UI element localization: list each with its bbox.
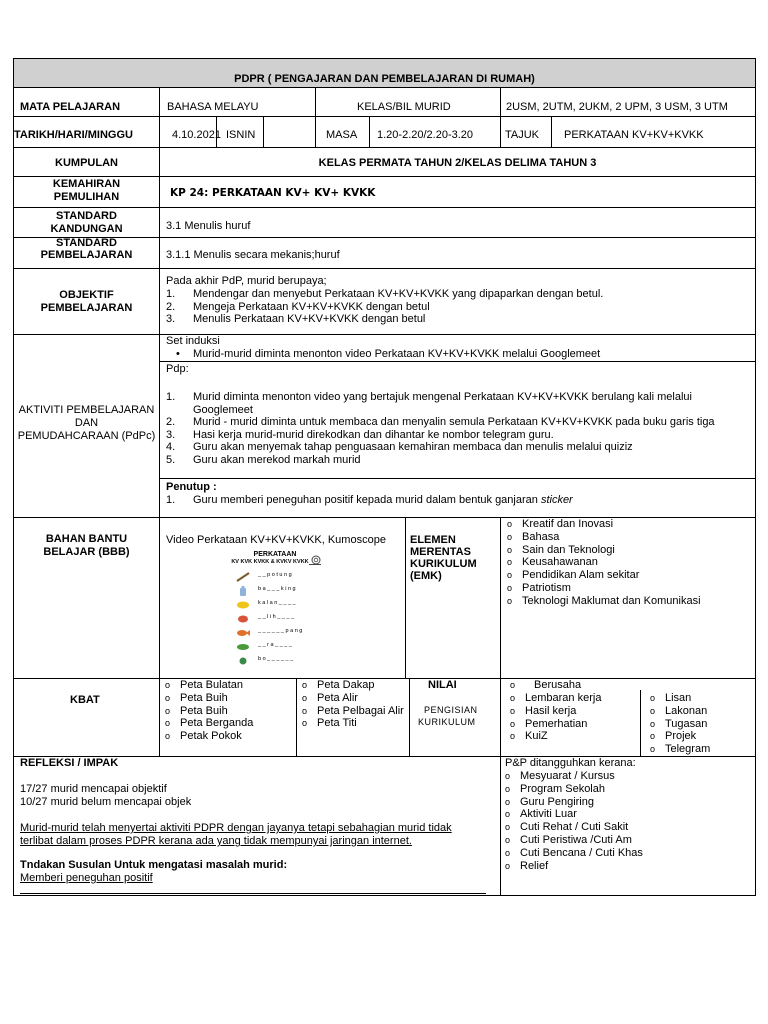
kbat-item (165, 679, 253, 692)
worksheet-line: _ _ r a _ _ _ _ (258, 642, 292, 648)
tindakan-value: Memberi peneguhan positif (20, 872, 153, 884)
emk-item-marker: o (507, 595, 513, 606)
thumb-title-1: PERKATAAN (253, 551, 297, 558)
objektif-item-text: Menulis Perkataan KV+KV+KVKK dengan betul (193, 313, 426, 325)
emk-item-label: Bahasa (522, 530, 560, 543)
kbat-item-marker: o (302, 692, 308, 703)
pengisian-item-label: Pemerhatian (525, 717, 588, 730)
kumpulan-value: KELAS PERMATA TAHUN 2/KELAS DELIMA TAHUN 3 (318, 157, 597, 169)
kbat-item-label: Peta Buih (180, 704, 228, 717)
pengisian-item (650, 743, 710, 756)
tangguh-item-marker: o (505, 809, 511, 820)
pengisian-item (510, 705, 601, 718)
worksheet-line: k a l a n _ _ _ _ (258, 600, 296, 606)
kbat-item-marker: o (165, 692, 171, 703)
kemahiran-label-1: KEMAHIRAN (52, 178, 121, 190)
pdp-item-number: 2. (166, 416, 176, 428)
emk-item-label: Sain dan Teknologi (522, 543, 615, 556)
kbat-item-label: Peta Bulatan (180, 679, 243, 691)
tangguh-item-label: Cuti Rehat / Cuti Sakit (520, 821, 629, 834)
pengisian-item-marker: o (510, 731, 516, 742)
nilai-value-text: Berusaha (534, 679, 582, 691)
kbat-item (302, 717, 404, 730)
tajuk-value: PERKATAAN KV+KV+KVKK (564, 129, 704, 141)
pengisian-item-marker: o (650, 731, 656, 742)
pdp-item (166, 454, 751, 467)
pdp-item-text: Guru akan menyemak tahap penguasaan kemahiran membaca dan menulis melalui quiziz (193, 441, 633, 453)
tangguh-item (505, 821, 643, 834)
pengisian-item-label: KuiZ (525, 730, 548, 743)
worksheet-line: _ _ _ _ _ _ p a n g (258, 628, 303, 634)
tangguh-item-label: Cuti Peristiwa /Cuti Am (520, 833, 632, 846)
pengisian-item (650, 718, 710, 731)
pengisian-item-marker: o (510, 718, 516, 729)
set-induksi-bullet: • (176, 348, 180, 360)
kbat-item-marker: o (302, 680, 308, 690)
kbat-item-marker: o (302, 705, 308, 716)
mata-pelajaran-label: MATA PELAJARAN (20, 101, 121, 113)
objektif-item (166, 313, 751, 326)
pengisian-item-marker: o (650, 693, 656, 703)
tangguh-item-label: Guru Pengiring (520, 795, 594, 808)
kbat-item-marker: o (165, 680, 171, 690)
pengisian-item (650, 692, 710, 705)
tangguh-item-label: Program Sekolah (520, 782, 605, 795)
kbat-list-1 (165, 679, 253, 743)
tangguh-item-marker: o (505, 783, 511, 794)
penutup-text (193, 494, 573, 507)
emk-item-marker: o (507, 582, 513, 593)
pengisian-item-label: Tugasan (665, 717, 708, 730)
objektif-intro: Pada akhir PdP, murid berupaya; (166, 275, 327, 287)
emk-list (507, 518, 701, 608)
nilai-value (510, 679, 581, 692)
sp-label-2: PEMBELAJARAN (40, 249, 133, 261)
kumpulan-label: KUMPULAN (55, 157, 118, 169)
pengisian-item-marker: o (510, 693, 516, 703)
pdp-item-text-cont: Googlemeet (193, 403, 253, 416)
tangguh-item-label: Aktiviti Luar (520, 808, 577, 821)
tangguh-item-marker: o (505, 771, 511, 781)
pengisian-item-label: Projek (665, 730, 697, 743)
fish-icon (236, 628, 250, 638)
pengisian-label-1: PENGISIAN (424, 705, 478, 715)
pdp-item-text: Murid - murid diminta untuk membaca dan menyalin semula Perkataan KV+KV+KVKK pada buku garis tiga (193, 416, 715, 428)
emk-item (507, 518, 701, 531)
pengisian-item-label: Lisan (665, 692, 692, 704)
sp-label-1: STANDARD (56, 237, 117, 249)
objektif-item-number: 2. (166, 300, 176, 313)
tangguh-item-label: Relief (520, 859, 549, 872)
stick-icon (236, 572, 250, 582)
tarikh-value: 4.10.2021 (172, 129, 221, 141)
bbb-label-2: BELAJAR (BBB) (43, 546, 130, 558)
tangguh-title: P&P ditangguhkan kerana: (505, 757, 636, 769)
banana-icon (236, 600, 250, 610)
emk-item-marker: o (507, 519, 513, 529)
kbat-item-marker: o (165, 718, 171, 729)
pdp-item-text: Murid diminta menonton video yang bertajuk mengenal Perkataan KV+KV+KVKK berulang kali melalui (193, 391, 692, 403)
tangguh-item (505, 847, 643, 860)
tindakan-title: Tndakan Susulan Untuk mengatasi masalah murid: (20, 859, 288, 871)
emk-item (507, 556, 701, 569)
pengisian-item (650, 730, 710, 743)
penutup-title: Penutup : (166, 481, 217, 493)
pengisian-item-label: Hasil kerja (525, 704, 577, 717)
pengisian-list-1 (510, 692, 601, 743)
objektif-item-text: Mengeja Perkataan KV+KV+KVKK dengan betul (193, 300, 430, 313)
emk-item (507, 595, 701, 608)
pengisian-item-label: Telegram (665, 743, 711, 756)
worksheet-line: _ _ p o t u n g (258, 572, 292, 578)
tangguh-item (505, 808, 643, 821)
emk-label-4: (EMK) (410, 570, 442, 582)
pengisian-item (650, 705, 710, 718)
tangguh-item (505, 783, 643, 796)
pdp-item-number: 1. (166, 391, 176, 403)
objektif-item (166, 301, 751, 314)
emk-item (507, 531, 701, 544)
tangguh-item-marker: o (505, 860, 511, 871)
bug-icon (236, 656, 250, 666)
masa-value: 1.20-2.20/2.20-3.20 (377, 129, 474, 141)
tangguh-list (505, 770, 643, 872)
kbat-label: KBAT (70, 694, 100, 706)
penutup-text-main: Guru memberi peneguhan positif kepada murid dalam bentuk ganjaran (193, 494, 541, 506)
aktiviti-label-1: AKTIVITI PEMBELAJARAN (18, 404, 155, 416)
kbat-item (302, 705, 404, 718)
sk-value: 3.1 Menulis huruf (166, 220, 251, 232)
emk-label-1: ELEMEN (410, 534, 456, 546)
nilai-marker: o (510, 680, 516, 690)
objektif-label-2: PEMBELAJARAN (40, 302, 133, 314)
emk-item-marker: o (507, 544, 513, 555)
kbat-item (165, 692, 253, 705)
pdp-list (166, 391, 751, 466)
kemahiran-label-2: PEMULIHAN (53, 191, 120, 203)
set-induksi-item: Murid-murid diminta menonton video Perkataan KV+KV+KVKK melalui Googlemeet (193, 348, 601, 360)
kbat-item (302, 692, 404, 705)
kbat-item (165, 705, 253, 718)
mata-pelajaran-value: BAHASA MELAYU (167, 101, 259, 113)
emk-item-marker: o (507, 557, 513, 568)
objektif-item-text: Mendengar dan menyebut Perkataan KV+KV+KVKK yang dipaparkan dengan betul. (193, 288, 604, 300)
kbat-item-marker: o (165, 705, 171, 716)
emk-item-marker: o (507, 531, 513, 542)
set-induksi-title: Set induksi (166, 335, 220, 347)
pdp-item-text: Guru akan merekod markah murid (193, 453, 361, 466)
worksheet-line: b a _ _ _ k i n g (258, 586, 296, 592)
worksheet-rows (230, 571, 322, 669)
kbat-item-label: Peta Buih (180, 691, 228, 704)
tangguh-item-label: Cuti Bencana / Cuti Khas (520, 846, 643, 859)
tangguh-item (505, 796, 643, 809)
objektif-list (166, 288, 751, 326)
pengisian-item (510, 718, 601, 731)
tangguh-item-label: Mesyuarat / Kursus (520, 770, 615, 782)
kbat-list-2 (302, 679, 404, 730)
refleksi-line-1: 17/27 murid mencapai objektif (20, 783, 167, 795)
sk-label-2: KANDUNGAN (50, 223, 123, 235)
emk-item-label: Teknologi Maklumat dan Komunikasi (522, 594, 701, 607)
tangguh-item-marker: o (505, 834, 511, 845)
kbat-item (165, 730, 253, 743)
emk-item-label: Pendidikan Alam sekitar (522, 569, 640, 582)
kbat-item-marker: o (302, 718, 308, 729)
hari-value: ISNIN (226, 129, 256, 141)
worksheet-line: b o _ _ _ _ _ _ (258, 656, 294, 662)
emk-item (507, 544, 701, 557)
pdp-item-number: 3. (166, 428, 176, 441)
pdp-item (166, 391, 751, 416)
pdp-item (166, 441, 751, 454)
kbat-item-label: Peta Dakap (317, 679, 375, 691)
kbat-item (302, 679, 404, 692)
emk-label-3: KURIKULUM (410, 558, 477, 570)
snail-icon (308, 555, 322, 566)
refleksi-para-2: terlibat dalam proses PDPR kerana ada yang tidak mempunyai jaringan internet. (20, 835, 412, 847)
kelas-label: KELAS/BIL MURID (357, 101, 451, 113)
aktiviti-label-3: PEMUDAHCARAAN (PdPc) (17, 430, 156, 442)
tajuk-label: TAJUK (505, 129, 540, 141)
emk-item-label: Kreatif dan Inovasi (522, 518, 614, 530)
kbat-item-label: Peta Pelbagai Alir (317, 704, 404, 717)
pdp-item-text: Hasi kerja murid-murid direkodkan dan dihantar ke nombor telegram guru. (193, 428, 554, 441)
masa-label: MASA (326, 129, 358, 141)
tangguh-item (505, 770, 643, 783)
pengisian-item (510, 730, 601, 743)
emk-item-label: Keusahawanan (522, 556, 598, 569)
bbb-label-1: BAHAN BANTU (45, 533, 128, 545)
kbat-item-label: Peta Titi (317, 717, 357, 730)
pdp-item-number: 4. (166, 441, 176, 453)
tarikh-label: TARIKH/HARI/MINGGU (14, 129, 133, 141)
refleksi-para-1: Murid-murid telah menyertai aktiviti PDPR dengan jayanya tetapi sebahagian murid tidak (20, 822, 452, 834)
emk-item-label: Patriotism (522, 581, 571, 594)
tangguh-item (505, 860, 643, 873)
penutup-text-sticker: sticker (540, 494, 573, 506)
pengisian-list-2 (650, 692, 710, 756)
emk-item (507, 569, 701, 582)
pengisian-item (510, 692, 601, 705)
tangguh-item-marker: o (505, 847, 511, 858)
leaf-icon (236, 642, 250, 652)
sp-value: 3.1.1 Menulis secara mekanis;huruf (166, 249, 340, 261)
pdp-item (166, 416, 751, 429)
pengisian-item-marker: o (650, 718, 656, 729)
kbat-item-label: Petak Pokok (180, 730, 242, 743)
worksheet-line: _ _ l i h _ _ _ _ (258, 614, 295, 620)
tangguh-item-marker: o (505, 822, 511, 833)
emk-label-2: MERENTAS (410, 546, 471, 558)
page-title: PDPR ( PENGAJARAN DAN PEMBELAJARAN DI RUMAH) (234, 73, 535, 85)
objektif-label-1: OBJEKTIF (59, 289, 114, 301)
tangguh-item-marker: o (505, 796, 511, 807)
pengisian-item-marker: o (510, 705, 516, 716)
sk-label-1: STANDARD (56, 210, 117, 222)
bbb-value: Video Perkataan KV+KV+KVKK, Kumoscope (166, 534, 386, 546)
tangguh-item (505, 834, 643, 847)
pdp-item-number: 5. (166, 453, 176, 466)
signature-line (20, 893, 486, 894)
objektif-item-number: 1. (166, 288, 176, 300)
pdp-title: Pdp: (166, 363, 189, 375)
pdp-item (166, 429, 751, 442)
objektif-item-number: 3. (166, 313, 176, 325)
pengisian-item-marker: o (650, 705, 656, 716)
objektif-item (166, 288, 751, 301)
penutup-number: 1. (166, 494, 176, 506)
pengisian-item-marker: o (650, 744, 656, 755)
emk-item (507, 582, 701, 595)
emk-item-marker: o (507, 570, 513, 581)
kbat-item-marker: o (165, 731, 171, 742)
kbat-item-label: Peta Berganda (180, 717, 254, 730)
kbat-item-label: Peta Alir (317, 691, 358, 704)
crab-icon (236, 614, 250, 624)
worksheet-thumbnail (230, 551, 322, 673)
pengisian-item-label: Lakonan (665, 704, 708, 717)
pengisian-item-label: Lembaran kerja (525, 692, 602, 704)
refleksi-title: REFLEKSI / IMPAK (20, 757, 119, 769)
kelas-value: 2USM, 2UTM, 2UKM, 2 UPM, 3 USM, 3 UTM (506, 101, 728, 113)
kemahiran-value: KP 24: PERKATAAN KV+ KV+ KVKK (170, 187, 376, 199)
thumb-title-2: KV KVK KVKK & KVKV KVKK (231, 559, 309, 565)
bottle-icon (236, 586, 250, 596)
nilai-label: NILAI (428, 679, 457, 691)
pengisian-label-2: KURIKULUM (418, 717, 476, 727)
kbat-item (165, 717, 253, 730)
refleksi-line-2: 10/27 murid belum mencapai objek (20, 796, 192, 808)
aktiviti-label-2: DAN (74, 417, 99, 429)
